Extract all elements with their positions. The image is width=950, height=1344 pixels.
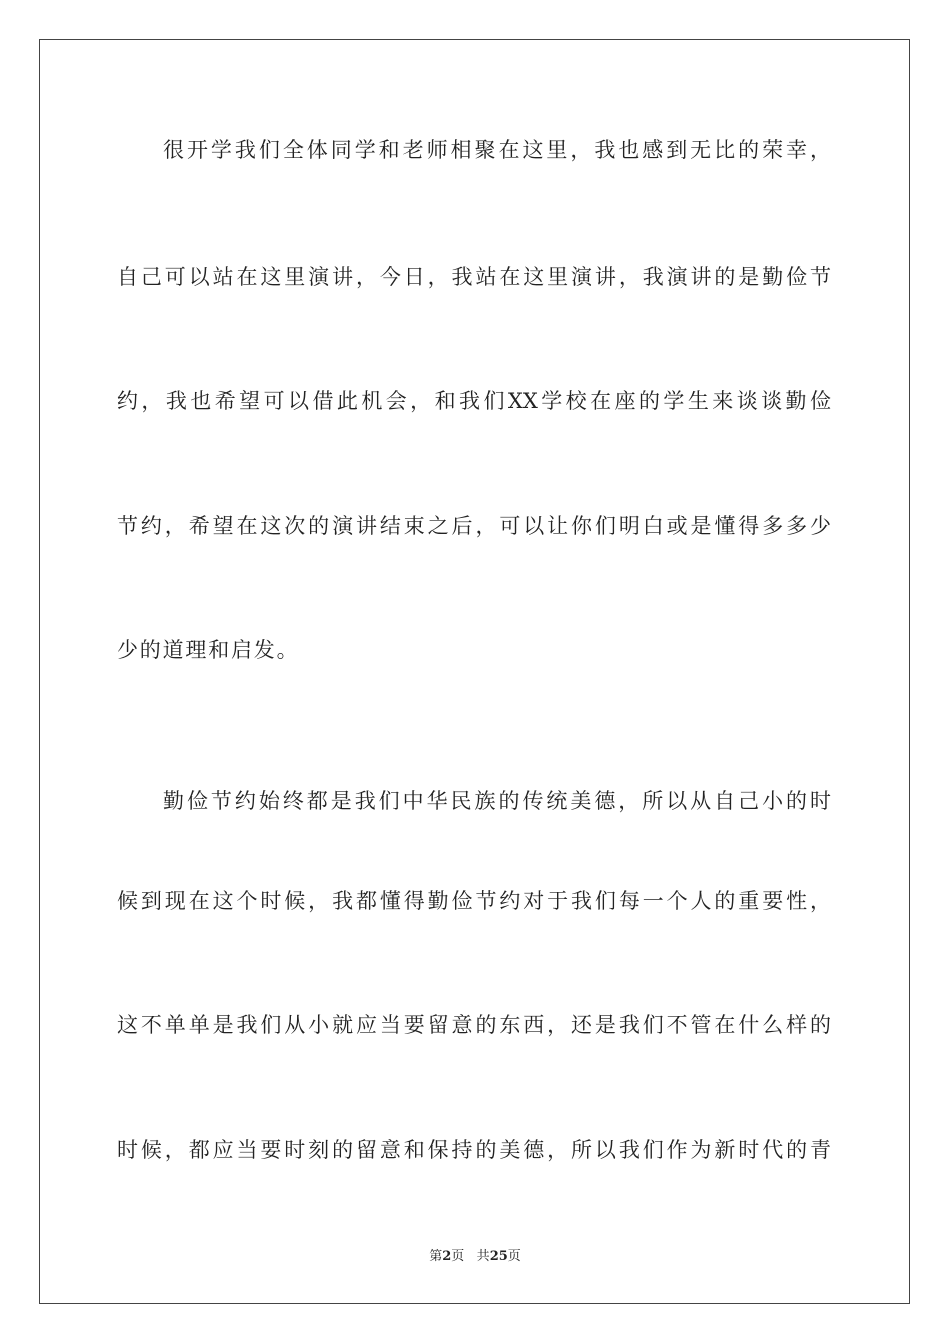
footer-page-number: 2 <box>442 1249 452 1264</box>
paragraph-1-line-4: 节约，希望在这次的演讲结束之后，可以让你们明白或是懂得多多少 <box>117 514 831 538</box>
page-border <box>39 39 910 1304</box>
footer-page-prefix: 第 <box>429 1249 443 1264</box>
footer-total-prefix: 共 <box>476 1249 490 1264</box>
paragraph-1-line-1: 很开学我们全体同学和老师相聚在这里，我也感到无比的荣幸， <box>163 138 831 162</box>
paragraph-1-line-3: 约，我也希望可以借此机会，和我们XX学校在座的学生来谈谈勤俭 <box>117 389 831 413</box>
paragraph-2-line-4: 时候，都应当要时刻的留意和保持的美德，所以我们作为新时代的青 <box>117 1138 831 1162</box>
footer-total-suffix: 页 <box>507 1249 521 1264</box>
footer-page-suffix: 页 <box>451 1249 465 1264</box>
paragraph-2-line-1: 勤俭节约始终都是我们中华民族的传统美德，所以从自己小的时 <box>163 789 831 813</box>
paragraph-2-line-2: 候到现在这个时候，我都懂得勤俭节约对于我们每一个人的重要性， <box>117 889 831 913</box>
paragraph-1-line-5: 少的道理和启发。 <box>117 638 300 662</box>
paragraph-1-line-2: 自己可以站在这里演讲，今日，我站在这里演讲，我演讲的是勤俭节 <box>117 265 831 289</box>
footer-total-pages: 25 <box>489 1249 508 1264</box>
page-footer <box>0 1248 950 1266</box>
paragraph-2-line-3: 这不单单是我们从小就应当要留意的东西，还是我们不管在什么样的 <box>117 1013 831 1037</box>
